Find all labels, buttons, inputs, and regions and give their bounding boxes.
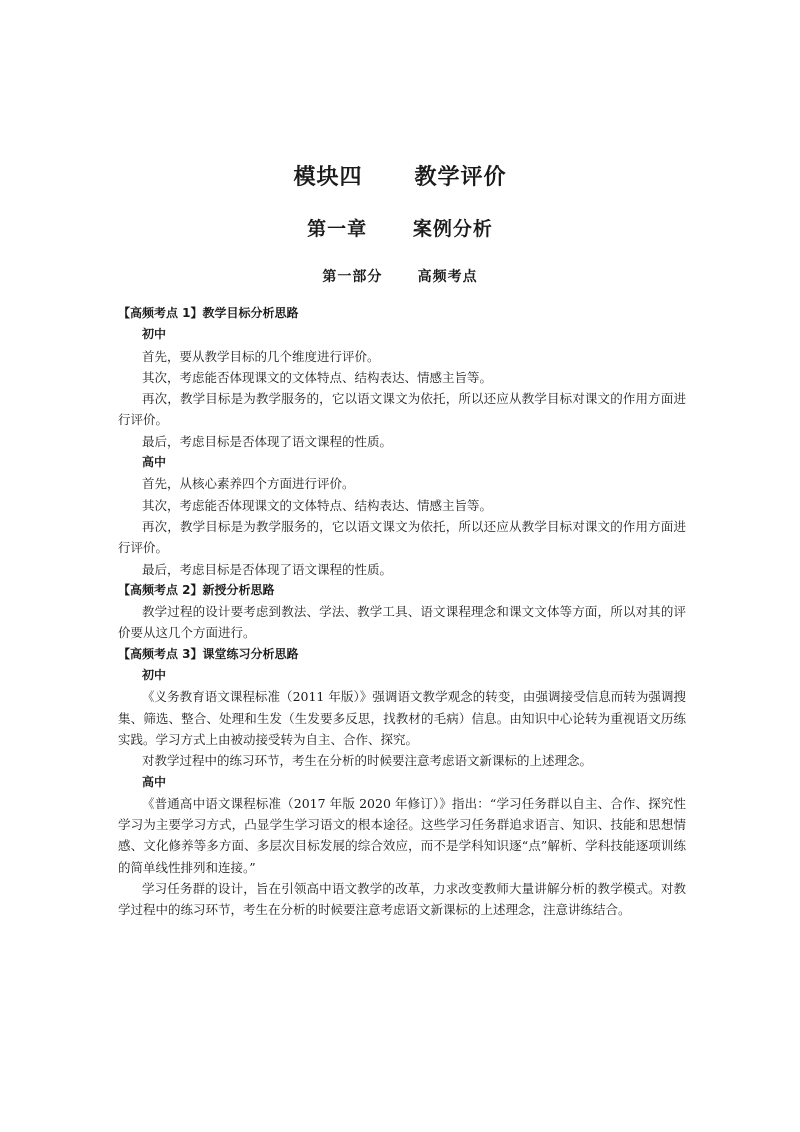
chapter-number: 第一章 (307, 218, 368, 240)
paragraph: 教学过程的设计要考虑到教法、学法、教学工具、语文课程理念和课文文体等方面，所以对其的评价要从这几个方面进行。 (118, 604, 686, 641)
chapter-name: 案例分析 (412, 218, 493, 240)
part-name: 高频考点 (417, 269, 478, 285)
subheading-junior: 初中 (142, 668, 167, 683)
paragraph: 首先，从核心素养四个方面进行评价。 (142, 476, 355, 492)
part-number: 第一部分 (322, 269, 383, 285)
paragraph: 再次，教学目标是为教学服务的，它以语文课文为依托，所以还应从教学目标对课文的作用方面进行评价。 (118, 518, 686, 556)
paragraph: 其次，考虑能否体现课文的文体特点、结构表达、情感主旨等。 (142, 497, 493, 513)
paragraph: 《普通高中语文课程标准（2017 年版 2020 年修订）》指出：“学习任务群以自主、合作、探究性学习为主要学习方式，凸显学生学习语文的根本途径。这些学习任务群追求语言、知识、技能和思想情感、文化修养等多方面、多层次目标发展的综合效应，而不是学科知识逐“点”解析、学科技能逐项训练的简单线性排列和连接。” (118, 795, 686, 875)
section-heading: 【高频考点 2】新授分析思路 (118, 582, 275, 597)
paragraph: 其次，考虑能否体现课文的文体特点、结构表达、情感主旨等。 (142, 369, 493, 385)
paragraph: 对教学过程中的练习环节，考生在分析的时候要注意考虑语文新课标的上述理念。 (142, 753, 593, 769)
paragraph: 首先，要从教学目标的几个维度进行评价。 (142, 348, 380, 364)
part-title (0, 266, 800, 286)
module-name: 教学评价 (414, 165, 507, 190)
paragraph: 再次，教学目标是为教学服务的，它以语文课文为依托，所以还应从教学目标对课文的作用方面进行评价。 (118, 391, 686, 428)
document-body (118, 303, 686, 921)
paragraph: 《义务教育语文课程标准（2011 年版）》强调语文教学观念的转变，由强调接受信息而转为强调搜集、筛选、整合、处理和生发（生发要多反思，找教材的毛病）信息。由知识中心论转为重视语文历练实践。学习方式上由被动接受转为自主、合作、探究。 (118, 689, 686, 747)
subheading-senior: 高中 (142, 455, 167, 470)
section-heading: 【高频考点 3】课堂练习分析思路 (118, 646, 299, 661)
section-heading: 【高频考点 1】教学目标分析思路 (118, 306, 299, 320)
subheading-senior: 高中 (142, 774, 167, 789)
paragraph: 最后，考虑目标是否体现了语文课程的性质。 (142, 561, 393, 577)
chapter-title (0, 214, 800, 241)
module-title (0, 160, 800, 191)
module-number: 模块四 (293, 165, 363, 190)
subheading-junior: 初中 (142, 327, 167, 342)
paragraph: 学习任务群的设计，旨在引领高中语文教学的改革，力求改变教师大量讲解分析的教学模式。对教学过程中的练习环节，考生在分析的时候要注意考虑语文新课标的上述理念，注意讲练结合。 (118, 881, 686, 918)
paragraph: 最后，考虑目标是否体现了语文课程的性质。 (142, 433, 393, 449)
